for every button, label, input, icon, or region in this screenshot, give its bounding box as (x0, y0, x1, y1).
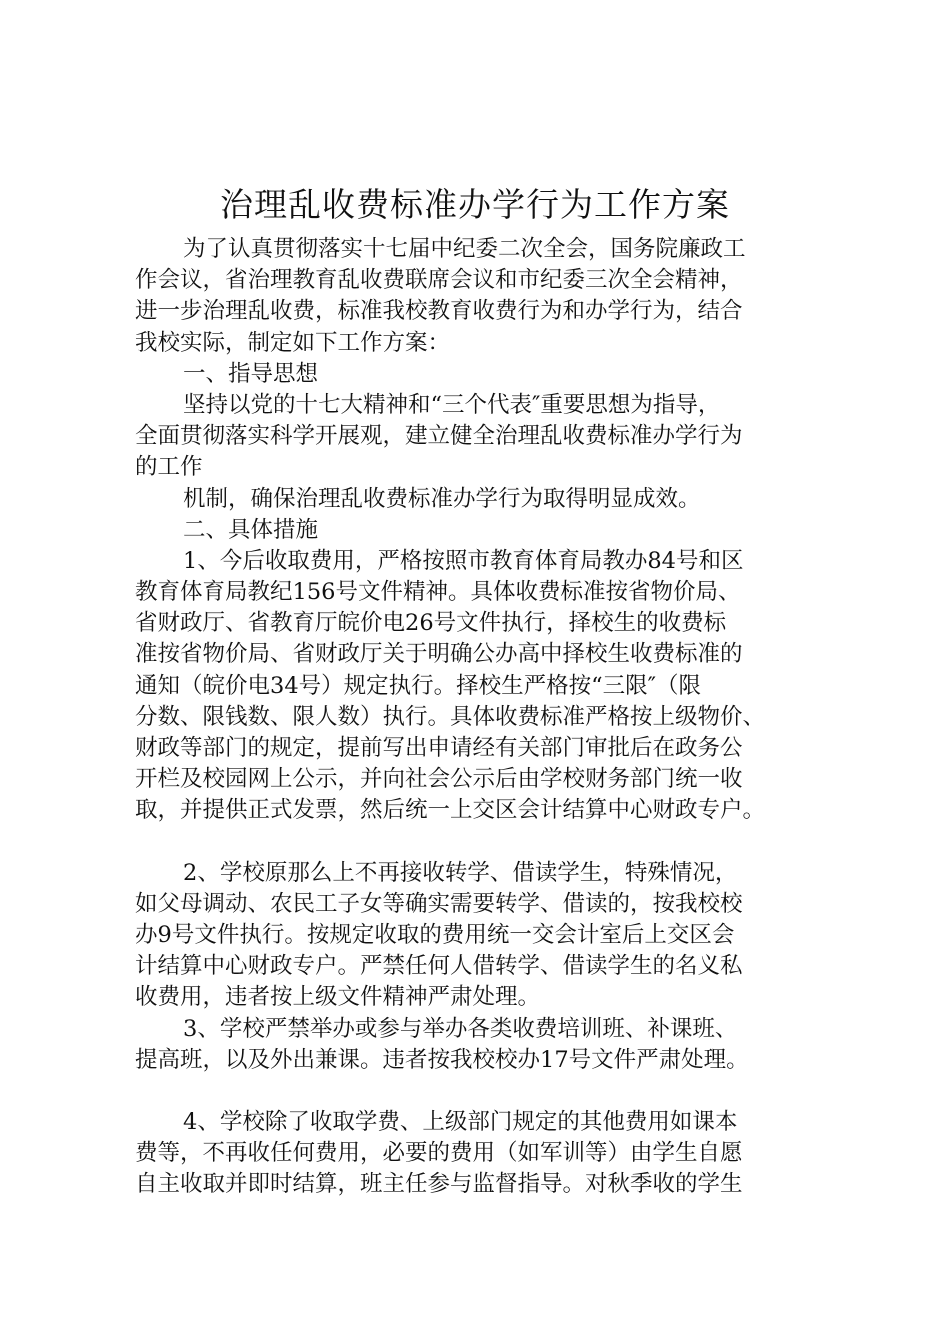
text-line: 取，并提供正式发票，然后统一上交区会计结算中心财政专户。 (135, 797, 766, 824)
text-line: 3、学校严禁举办或参与举办各类收费培训班、补课班、 (183, 1015, 738, 1042)
text-line: 我校实际，制定如下工作方案： (135, 329, 451, 356)
text-line: 作会议，省治理教育乱收费联席会议和市纪委三次全会精神， (135, 267, 743, 294)
text-line: 二、具体措施 (183, 516, 319, 543)
text-line: 办9号文件执行。按规定收取的费用统一交会计室后上交区会 (135, 921, 735, 948)
text-line: 准按省物价局、省财政厅关于明确公办高中择校生收费标准的 (135, 641, 743, 668)
text-line: 教育体育局教纪156号文件精神。具体收费标准按省物价局、 (135, 579, 741, 606)
paragraph-measure-4 (135, 1107, 835, 1201)
text-line: 如父母调动、农民工子女等确实需要转学、借读的，按我校校 (135, 890, 743, 917)
paragraph-measure-3 (135, 1014, 835, 1076)
paragraph-intro (135, 234, 835, 359)
section-heading (135, 359, 835, 390)
text-line: 分数、限钱数、限人数）执行。具体收费标准严格按上级物价、 (135, 703, 766, 730)
text-line: 全面贯彻落实科学开展观，建立健全治理乱收费标准办学行为 (135, 423, 743, 450)
section-heading (135, 515, 835, 546)
text-line: 计结算中心财政专户。严禁任何人借转学、借读学生的名义私 (135, 953, 743, 980)
paragraph-measure-2 (135, 858, 835, 1014)
text-line: 通知（皖价电34号）规定执行。择校生严格按“三限″（限 (135, 672, 702, 699)
paragraph-measure-1 (135, 546, 835, 827)
text-line: 省财政厅、省教育厅皖价电26号文件执行，择校生的收费标 (135, 610, 727, 637)
text-line: 2、学校原那么上不再接收转学、借读学生，特殊情况， (183, 859, 738, 886)
text-line: 为了认真贯彻落实十七届中纪委二次全会，国务院廉政工 (183, 236, 746, 262)
text-line: 自主收取并即时结算，班主任参与监督指导。对秋季收的学生 (135, 1171, 743, 1198)
text-line: 进一步治理乱收费，标准我校教育收费行为和办学行为，结合 (135, 298, 743, 325)
text-line: 开栏及校园网上公示，并向社会公示后由学校财务部门统一收 (135, 766, 743, 793)
text-line: 财政等部门的规定，提前写出申请经有关部门审批后在政务公 (135, 735, 743, 761)
text-line: 一、指导思想 (183, 360, 319, 387)
document-title: 治理乱收费标准办学行为工作方案 (220, 185, 730, 224)
text-line: 机制，确保治理乱收费标准办学行为取得明显成效。 (183, 485, 701, 512)
paragraph-guiding (135, 390, 835, 484)
paragraph-mechanism (135, 484, 835, 515)
document-body (135, 234, 835, 1200)
blank-line (135, 827, 835, 858)
text-line: 坚持以党的十七大精神和“三个代表″重要思想为指导， (183, 391, 721, 418)
text-line: 收费用，违者按上级文件精神严肃处理。 (135, 984, 541, 1011)
text-line: 费等，不再收任何费用，必要的费用（如军训等）由学生自愿 (135, 1140, 743, 1167)
text-line: 提高班，以及外出兼课。违者按我校校办17号文件严肃处理。 (135, 1046, 749, 1073)
text-line: 1、今后收取费用，严格按照市教育体育局教办84号和区 (183, 547, 744, 574)
blank-line (135, 1076, 835, 1107)
text-line: 4、学校除了收取学费、上级部门规定的其他费用如课本 (183, 1108, 738, 1135)
text-line: 的工作 (135, 454, 203, 481)
